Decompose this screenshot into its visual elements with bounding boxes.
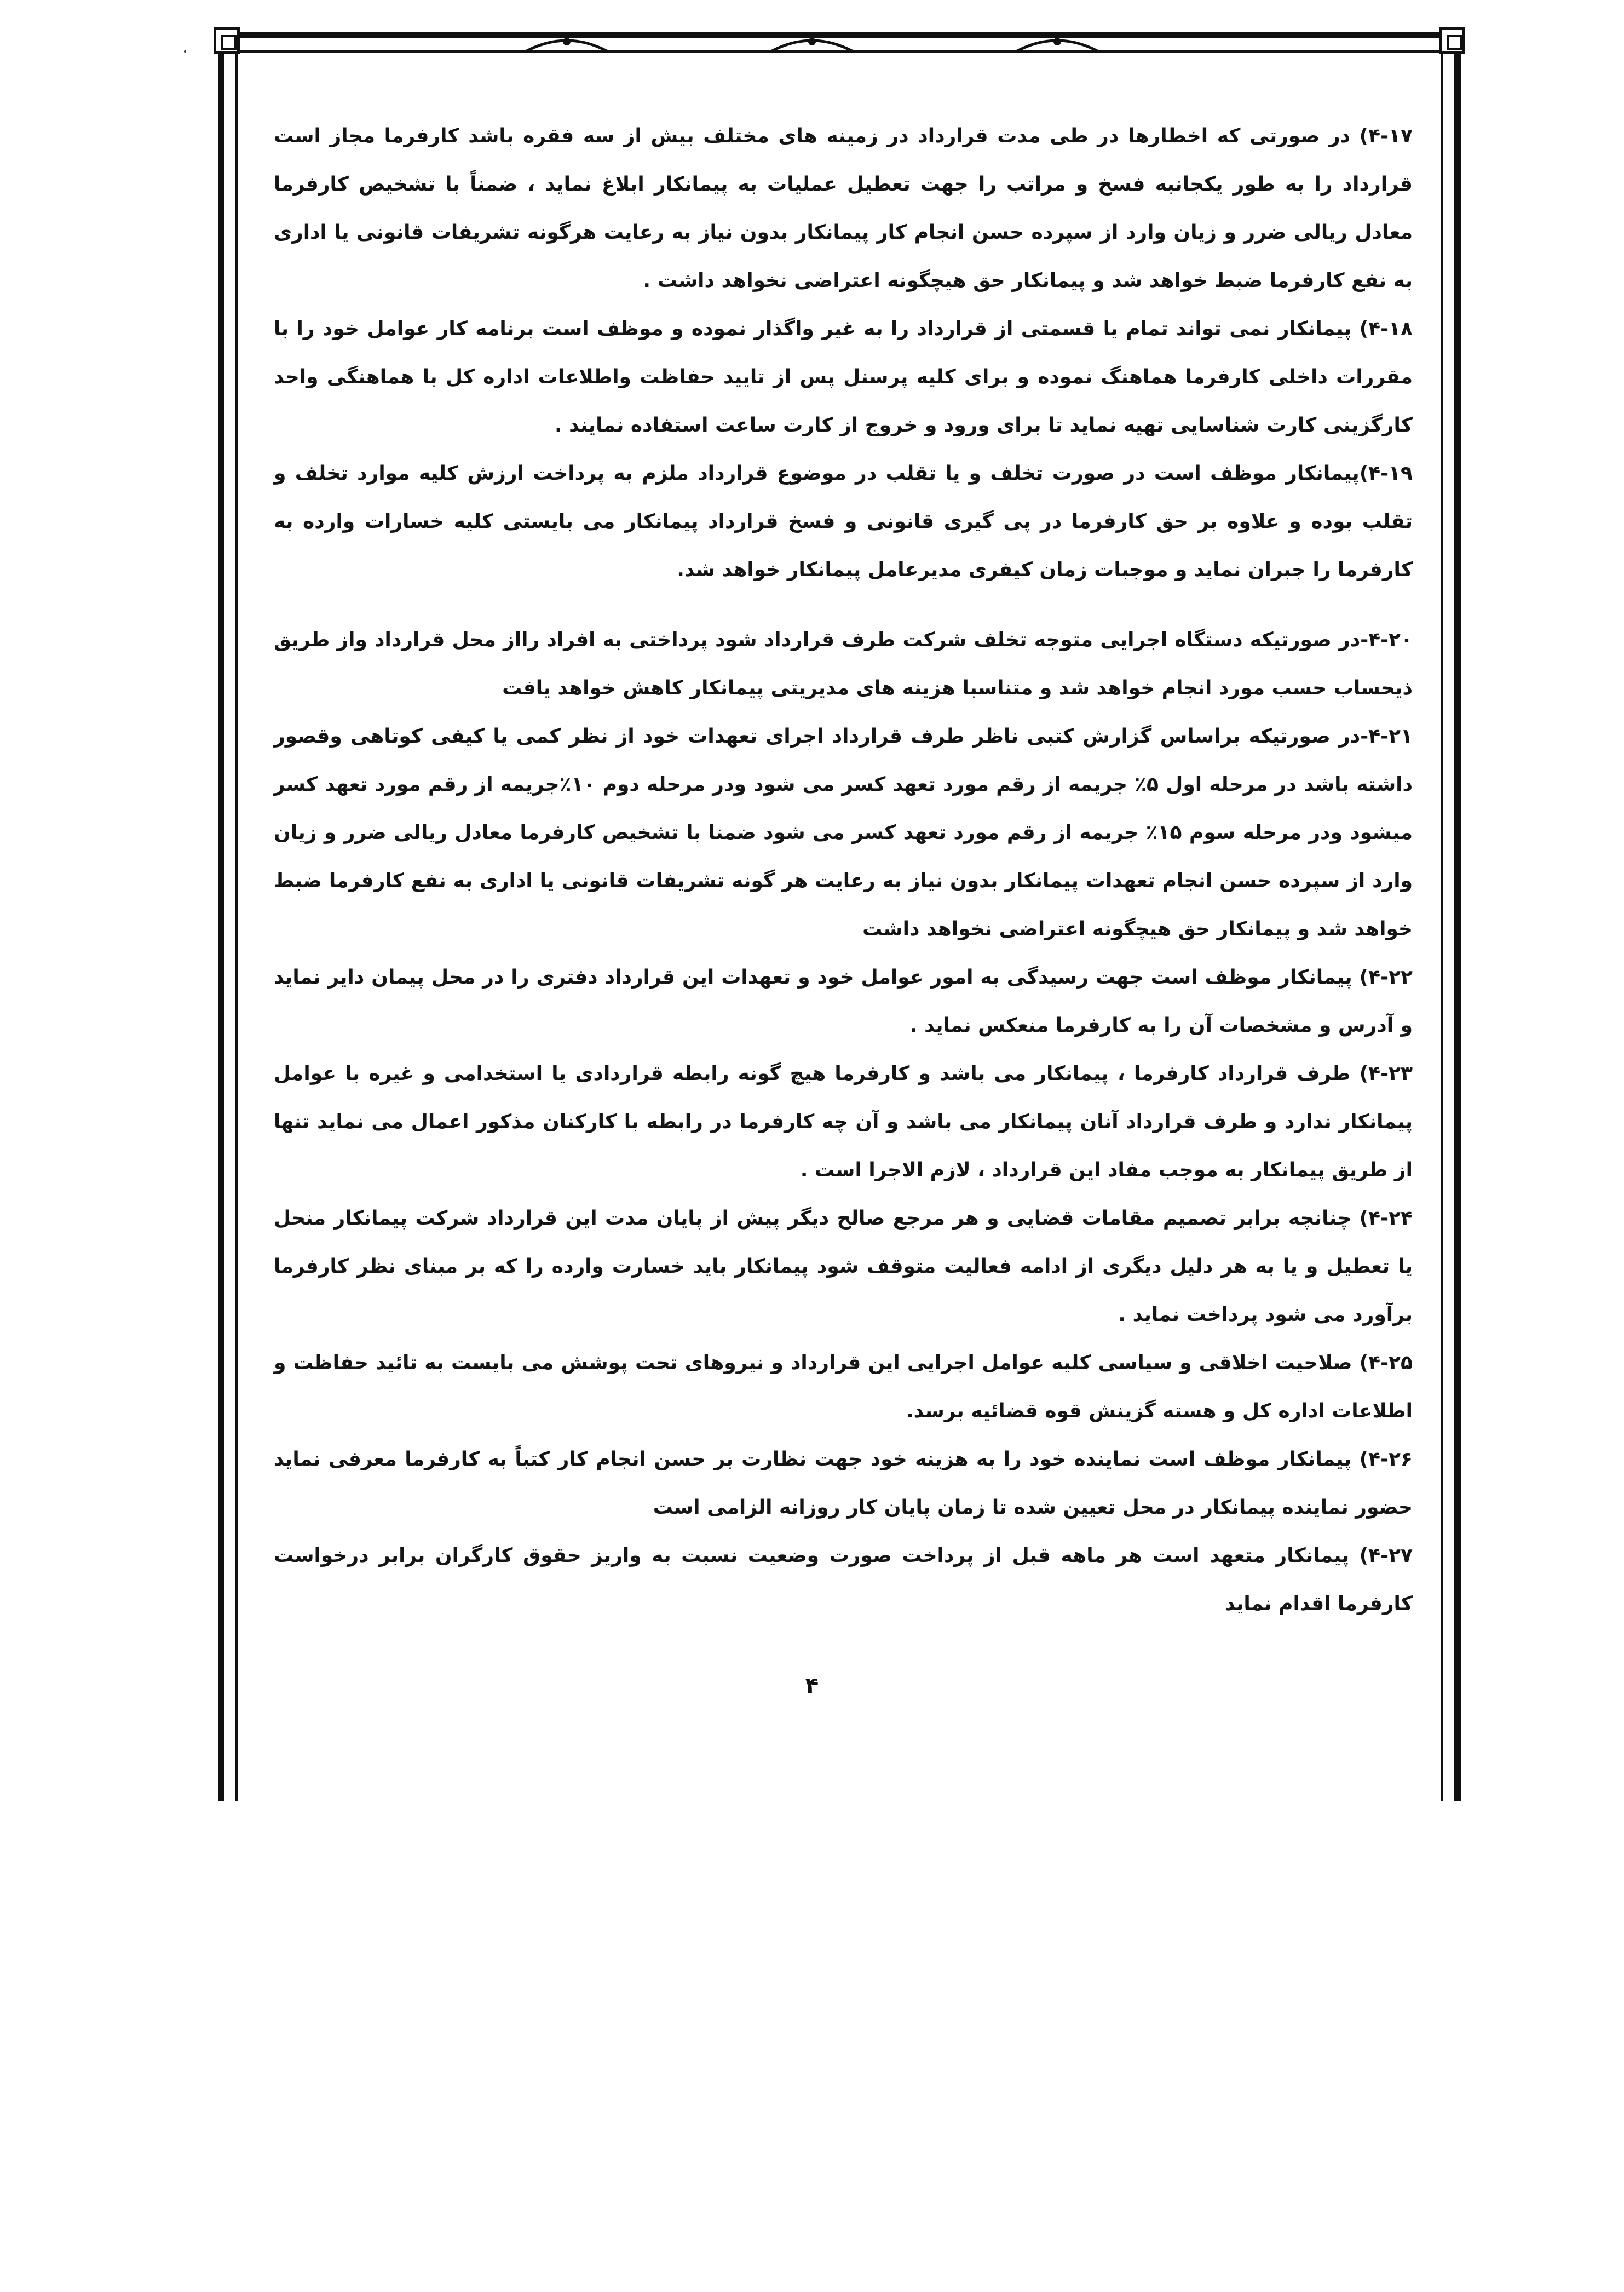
border-ornament-right (1016, 33, 1098, 58)
clause-4-20: ۴-۲۰-در صورتیکه دستگاه اجرایی متوجه تخلف شرکت طرف قرارداد شود پرداختی به افراد رااز محل قرارداد واز طریق ذیحساب حسب مورد انجام خواهد شد و متناسبا هزینه های مدیریتی پیمانکار کاهش خواهد یافت (274, 629, 1413, 699)
clause-4-18: ۴-۱۸) پیمانکار نمی تواند تمام یا قسمتی از قرارداد را به غیر واگذار نموده و موظف است برنامه کار عوامل خود را با مقررات داخلی کارفرما هماهنگ نموده و برای کلیه پرسنل پس از تایید حفاظت واطلاعات اداره کل با هماهنگی واحد کارگزینی کارت شناسایی تهیه نماید تا برای ورود و خروج از کارت ساعت استفاده نمایند . (274, 318, 1413, 436)
border-ornament-center (771, 33, 853, 58)
scan-speck (184, 50, 186, 53)
clause-4-17: ۴-۱۷) در صورتی که اخطارها در طی مدت قرارداد در زمینه های مختلف بیش از سه فقره باشد کارفرما مجاز است قرارداد را به طور یکجانبه فسخ و مراتب را جهت تعطیل عملیات به پیمانکار ابلاغ نماید ، ضمناً با تشخیص کارفرما معادل ریالی ضرر و زیان وارد از سپرده حسن انجام کار پیمانکار بدون نیاز به رعایت هرگونه تشریفات قانونی یا اداری به نفع کارفرما ضبط خواهد شد و پیمانکار حق هیچگونه اعتراضی نخواهد داشت . (274, 125, 1413, 292)
clause-4-24: ۴-۲۴) چنانچه برابر تصمیم مقامات قضایی و هر مرجع صالح دیگر پیش از پایان مدت این قرارداد شرکت پیمانکار منحل یا تعطیل و یا به هر دلیل دیگری از ادامه فعالیت متوقف شود پیمانکار باید خسارت وارده را که بر مبنای نظر کارفرما برآورد می شود پرداخت نماید . (274, 1207, 1413, 1326)
clause-4-25: ۴-۲۵) صلاحیت اخلاقی و سیاسی کلیه عوامل اجرایی این قرارداد و نیروهای تحت پوشش می بایست به تائید حفاظت و اطلاعات اداره کل و هسته گزینش قوه قضائیه برسد. (274, 1352, 1413, 1422)
border-ornament-left (526, 33, 608, 58)
clause-4-26: ۴-۲۶) پیمانکار موظف است نماینده خود را به هزینه خود جهت نظارت بر حسن انجام کار کتباً به کارفرما معرفی نماید حضور نماینده پیمانکار در محل تعیین شده تا زمان پایان کار روزانه الزامی است (274, 1448, 1413, 1519)
page-number: ۴ (805, 1673, 819, 1698)
clause-4-19: ۴-۱۹)پیمانکار موظف است در صورت تخلف و یا تقلب در موضوع قرارداد ملزم به پرداخت ارزش کلیه موارد تخلف و تقلب بوده و علاوه بر حق کارفرما در پی گیری قانونی و فسخ قرارداد پیمانکار می بایستی کلیه خسارات وارده به کارفرما را جبران نماید و موجبات زمان کیفری مدیرعامل پیمانکار خواهد شد. (274, 462, 1413, 581)
contract-body (274, 112, 1413, 1628)
clause-4-23: ۴-۲۳) طرف قرارداد کارفرما ، پیمانکار می باشد و کارفرما هیچ گونه رابطه قراردادی یا استخدامی و غیره با عوامل پیمانکار ندارد و طرف قرارداد آنان پیمانکار می باشد و آن چه کارفرما در رابطه با کارکنان مذکور اعمال می نماید تنها از طریق پیمانکار به موجب مفاد این قرارداد ، لازم الاجرا است . (274, 1062, 1413, 1181)
corner-ornament-top-right (1439, 27, 1465, 54)
clause-4-22: ۴-۲۲) پیمانکار موظف است جهت رسیدگی به امور عوامل خود و تعهدات این قرارداد دفتری را در محل پیمان دایر نماید و آدرس و مشخصات آن را به کارفرما منعکس نماید . (274, 966, 1413, 1037)
clause-4-21: ۴-۲۱-در صورتیکه براساس گزارش کتبی ناظر طرف قرارداد اجرای تعهدات خود از نظر کمی یا کیفی کوتاهی وقصور داشته باشد در مرحله اول ۵٪ جریمه از رقم مورد تعهد کسر می شود ودر مرحله دوم ۱۰٪جریمه از رقم مورد تعهد کسر میشود ودر مرحله سوم ۱۵٪ جریمه از رقم مورد تعهد کسر می شود ضمنا با تشخیص کارفرما معادل ریالی ضرر و زیان وارد از سپرده حسن انجام تعهدات پیمانکار بدون نیاز به رعایت هر گونه تشریفات قانونی یا اداری به نفع کارفرما ضبط خواهد شد و پیمانکار حق هیچگونه اعتراضی نخواهد داشت (274, 725, 1413, 940)
clause-4-27: ۴-۲۷) پیمانکار متعهد است هر ماهه قبل از پرداخت صورت وضعیت نسبت به واریز حقوق کارگران برابر درخواست کارفرما اقدام نماید (274, 1544, 1413, 1615)
corner-ornament-top-left (214, 27, 240, 54)
